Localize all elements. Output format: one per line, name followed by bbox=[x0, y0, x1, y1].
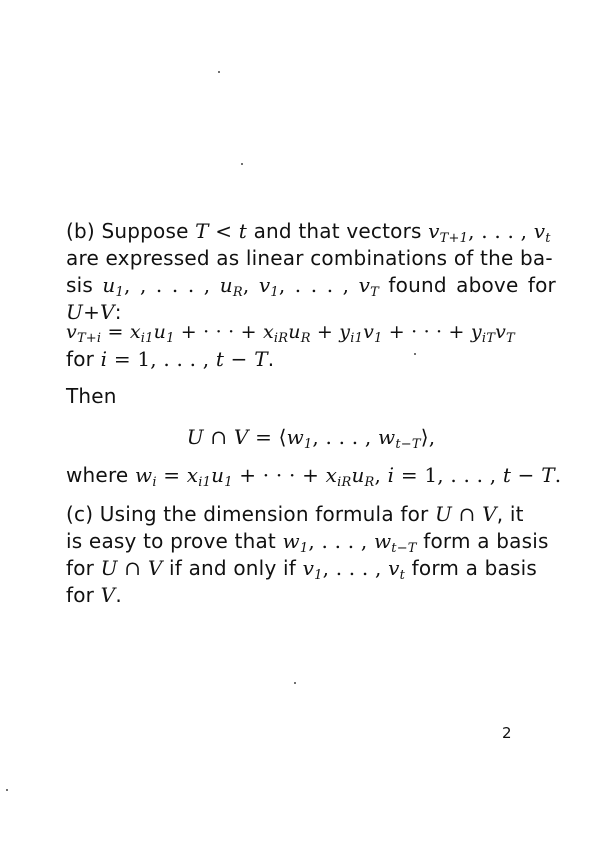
math-basis: $u_1$, , . . . , $u_R$, $v_1$, . . . , $v_T$ bbox=[102, 273, 379, 300]
text-for: for bbox=[66, 347, 95, 371]
part-c-line-3: for U ∩ V if and only if $v_1$, . . . , $v_t$ form a basis bbox=[66, 556, 538, 583]
text-using-dimension-formula: Using the dimension formula for bbox=[99, 502, 429, 526]
period: . bbox=[267, 347, 275, 371]
text-easy-to-prove: is easy to prove that bbox=[66, 529, 276, 553]
part-c-paragraph bbox=[66, 501, 556, 609]
text-where: where bbox=[66, 463, 129, 487]
page-number: 2 bbox=[502, 724, 512, 742]
text-then: Then bbox=[66, 384, 117, 408]
part-b-line-1: (b) Suppose T < t and that vectors $v_{T+1}$, . . . , $v_t$ bbox=[66, 219, 551, 246]
scan-speck bbox=[294, 682, 296, 684]
colon: : bbox=[114, 300, 122, 324]
math-i-range: i bbox=[100, 347, 108, 371]
text-it: , it bbox=[496, 502, 524, 526]
text-form-a-basis: form a basis bbox=[411, 556, 538, 580]
text-sis: sis bbox=[66, 273, 93, 297]
part-b-label: (b) bbox=[66, 219, 95, 243]
text-for: for bbox=[66, 583, 95, 607]
text-for: for bbox=[66, 556, 95, 580]
text-form-a-basis: form a basis bbox=[423, 529, 549, 553]
equation-vTi: $v_{T+i} = x_{i1}u_1$ + · · · + $x_{iR}u_R + y_{i1}v_1$ + · · · + $y_{iT}v_T$ bbox=[66, 321, 515, 346]
scan-speck bbox=[218, 71, 220, 73]
text-found-above: found above for bbox=[388, 273, 556, 297]
text-and-that-vectors: and that vectors bbox=[253, 219, 422, 243]
scan-speck bbox=[6, 789, 8, 791]
part-c-label: (c) bbox=[66, 502, 94, 526]
part-c-line-1: (c) Using the dimension formula for U ∩ V, it bbox=[66, 502, 524, 526]
math-T-less-t: T bbox=[195, 219, 209, 243]
part-b-line-5: for i = 1, . . . , t − T. bbox=[66, 347, 275, 371]
equation-intersection: U ∩ $V = ⟨w_1$, . . . , $w_{t-T}⟩$, bbox=[186, 425, 436, 452]
part-c-line-4: for V. bbox=[66, 583, 122, 607]
part-c-line-2: is easy to prove that $w_1$, . . . , $w_{t-T}$ form a basis bbox=[66, 529, 549, 556]
period: . bbox=[115, 583, 122, 607]
text-suppose: Suppose bbox=[101, 219, 189, 243]
scan-speck bbox=[241, 163, 243, 165]
text-if-and-only-if: if and only if bbox=[169, 556, 297, 580]
part-b-paragraph bbox=[66, 218, 556, 326]
part-b-line-2: are expressed as linear combinations of the ba- bbox=[66, 246, 553, 270]
where-line: where $w_i = x_{i1}u_1$ + · · · + $x_{iR}u_R$, i = 1, . . . , t − T. bbox=[66, 463, 562, 490]
math-U-plus-V: U+V bbox=[66, 300, 115, 324]
math-vT1-to-vt: $v_{T+1}$, . . . , $v_t$ bbox=[428, 219, 551, 246]
part-b-line-3 bbox=[66, 272, 556, 326]
